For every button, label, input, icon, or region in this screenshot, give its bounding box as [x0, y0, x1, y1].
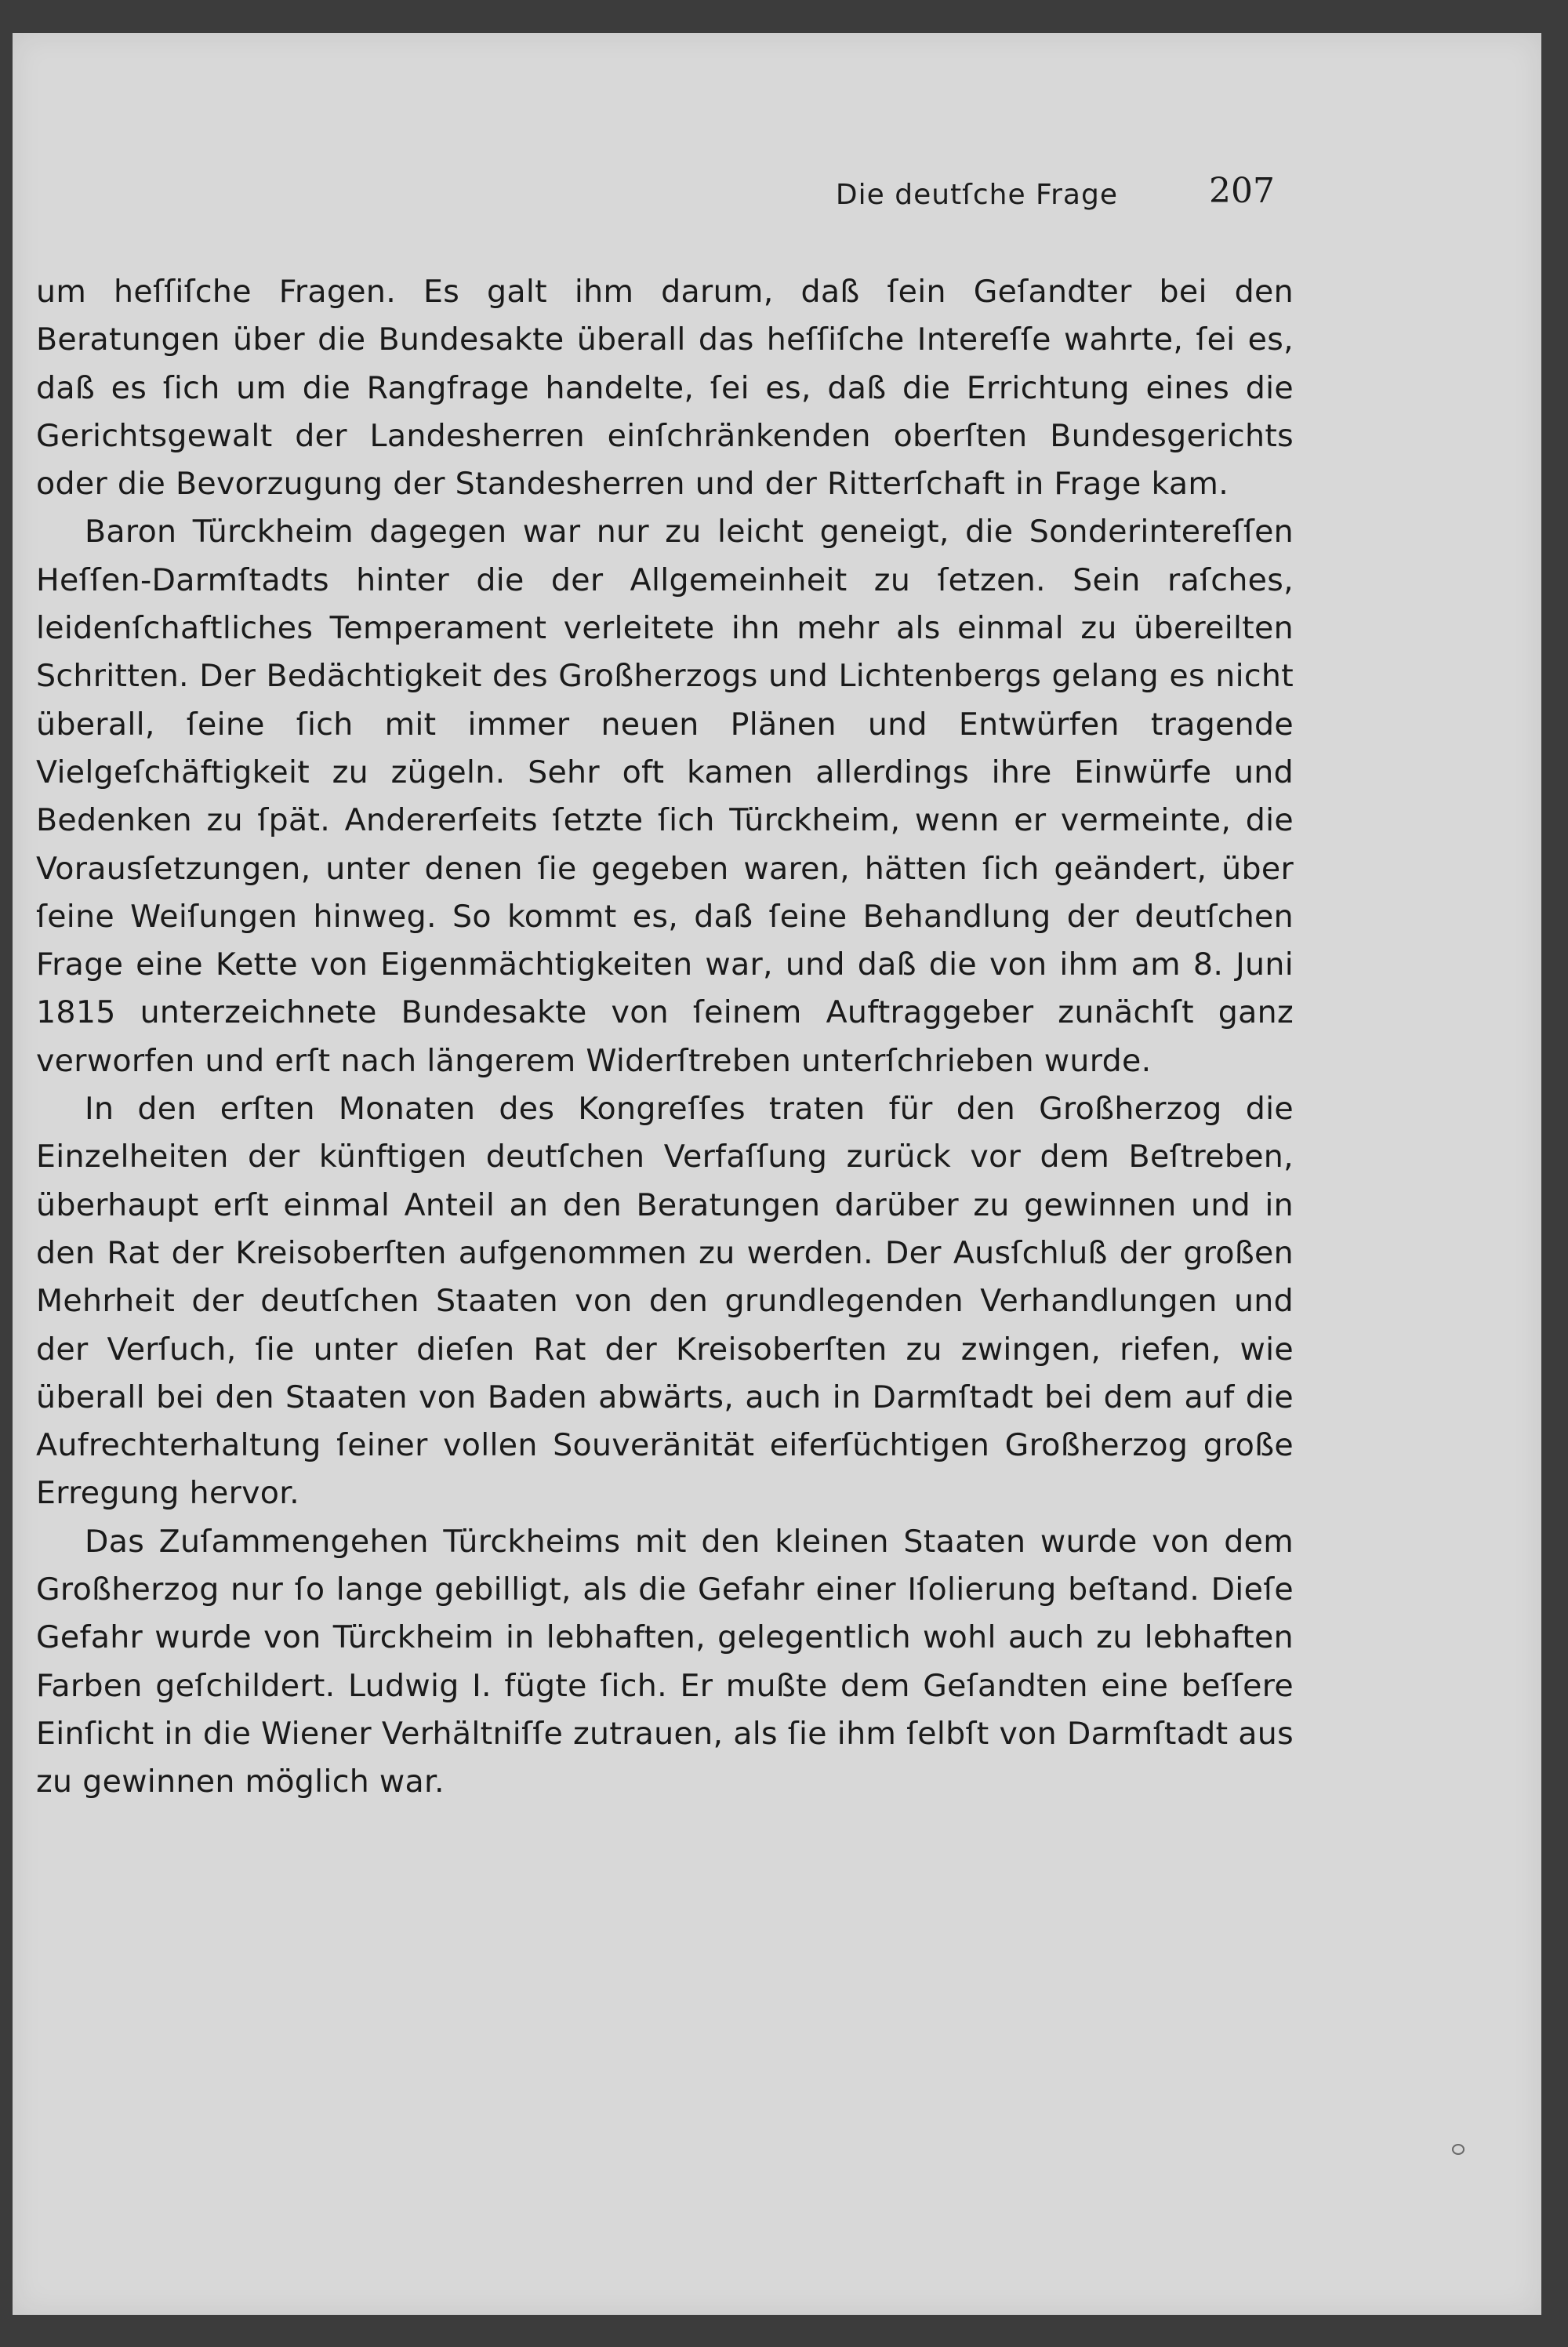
running-title: Die deutſche Frage [835, 179, 1118, 211]
scan-speck [1452, 2144, 1465, 2155]
book-page [13, 33, 1541, 2315]
page-number: 207 [1209, 171, 1275, 211]
paragraph-4: Das Zuſammengehen Türckheims mit den kleinen Staaten wurde von dem Großherzog nur ſo lange gebilligt, als die Gefahr einer Iſolierung beſtand. Dieſe Gefahr wurde von Türckheim in lebhaften, gelegentlich wohl auch zu lebhaften Farben geſchildert. Ludwig I. fügte ſich. Er mußte dem Geſandten eine beſſere Einſicht in die Wiener Verhältniſſe zutrauen, als ſie ihm ſelbſt von Darmſtadt aus zu gewinnen möglich war. [36, 1523, 1294, 1800]
paragraph-3: In den erſten Monaten des Kongreſſes traten für den Großherzog die Einzelheiten der künftigen deutſchen Verfaſſung zurück vor dem Beſtreben, überhaupt erſt einmal Anteil an den Beratungen darüber zu gewinnen und in den Rat der Kreisoberſten aufgenommen zu werden. Der Ausſchluß der großen Mehrheit der deutſchen Staaten von den grundlegenden Verhandlungen und der Verſuch, ſie unter dieſen Rat der Kreisoberſten zu zwingen, riefen, wie überall bei den Staaten von Baden abwärts, auch in Darmſtadt bei dem auf die Aufrechterhaltung ſeiner vollen Souveränität eiferſüchtigen Großherzog große Erregung hervor. [36, 1091, 1294, 1512]
body-text [36, 268, 1294, 1807]
paragraph-1: um heſſiſche Fragen. Es galt ihm darum, daß ſein Geſandter bei den Beratungen über die Bundesakte überall das heſſiſche Intereſſe wahrte, ſei es, daß es ſich um die Rangfrage handelte, ſei es, daß die Errichtung eines die Gerichtsgewalt der Landesherren einſchränkenden oberſten Bundesgerichts oder die Bevorzugung der Standesherren und der Ritterſchaft in Frage kam. [36, 274, 1294, 503]
paragraph-2: Baron Türckheim dagegen war nur zu leicht geneigt, die Sonderintereſſen Heſſen-Darmſtadts hinter die der Allgemeinheit zu ſetzen. Sein raſches, leidenſchaftliches Temperament verleitete ihn mehr als einmal zu übereilten Schritten. Der Bedächtigkeit des Großherzogs und Lichtenbergs gelang es nicht überall, ſeine ſich mit immer neuen Plänen und Entwürfen tragende Vielgeſchäftigkeit zu zügeln. Sehr oft kamen allerdings ihre Einwürfe und Bedenken zu ſpät. Andererſeits ſetzte ſich Türckheim, wenn er vermeinte, die Vorausſetzungen, unter denen ſie gegeben waren, hätten ſich geändert, über ſeine Weiſungen hinweg. So kommt es, daß ſeine Behandlung der deutſchen Frage eine Kette von Eigenmächtigkeiten war, und daß die von ihm am 8. Juni 1815 unterzeichnete Bundesakte von ſeinem Auftraggeber zunächſt ganz verworfen und erſt nach längerem Widerſtreben unterſchrieben wurde. [36, 514, 1294, 1079]
running-head [13, 157, 1541, 212]
